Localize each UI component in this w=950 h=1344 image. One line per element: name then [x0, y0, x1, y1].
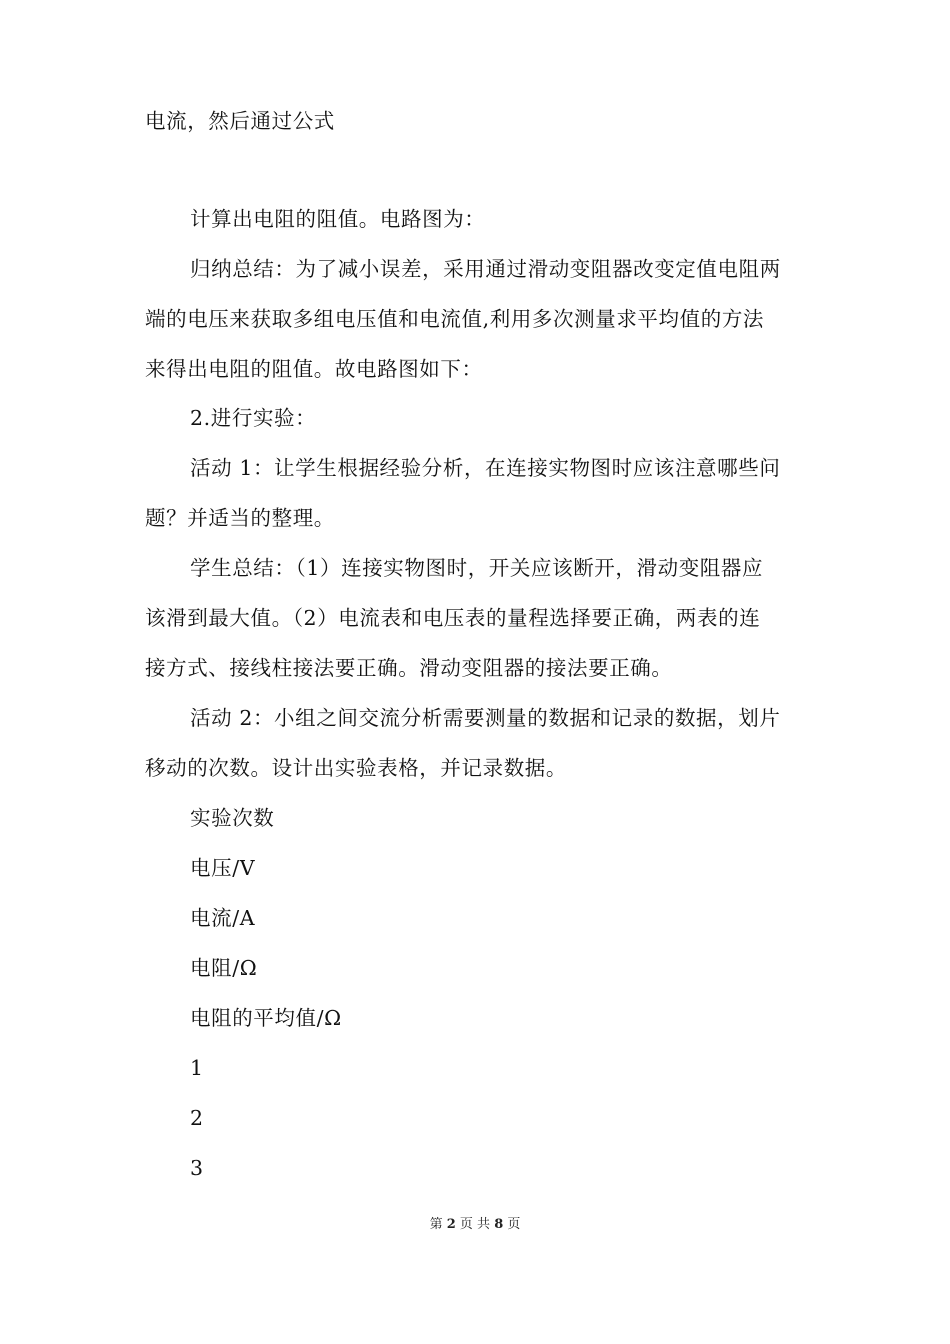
text-line: 电流，然后通过公式	[145, 109, 335, 133]
page-footer	[0, 1216, 950, 1234]
footer-suffix: 页	[507, 1217, 521, 1232]
table-header-cell: 实验次数	[190, 806, 275, 830]
table-header-cell: 电压/V	[190, 856, 256, 880]
text-line: 端的电压来获取多组电压值和电流值,利用多次测量求平均值的方法	[145, 307, 765, 331]
text-line: 该滑到最大值。（2）电流表和电压表的量程选择要正确，两表的连	[145, 606, 761, 630]
table-row-number: 3	[190, 1156, 204, 1180]
text-line: 接方式、接线柱接法要正确。滑动变阻器的接法要正确。	[145, 656, 673, 680]
text-line: 题？并适当的整理。	[145, 506, 335, 530]
section-heading: 2.进行实验：	[190, 406, 317, 430]
table-header-cell: 电流/A	[190, 906, 256, 930]
table-row-number: 2	[190, 1106, 204, 1130]
text-line: 活动 1：让学生根据经验分析，在连接实物图时应该注意哪些问	[190, 456, 781, 480]
text-line: 计算出电阻的阻值。电路图为：	[190, 207, 486, 231]
current-page-number: 2	[446, 1217, 456, 1232]
text-line: 学生总结：（1）连接实物图时，开关应该断开，滑动变阻器应	[190, 556, 764, 580]
text-line: 活动 2：小组之间交流分析需要测量的数据和记录的数据，划片	[190, 706, 781, 730]
footer-middle: 页 共	[459, 1217, 491, 1232]
footer-prefix: 第	[429, 1217, 443, 1232]
text-line: 来得出电阻的阻值。故电路图如下：	[145, 357, 483, 381]
table-header-cell: 电阻的平均值/Ω	[190, 1006, 342, 1030]
table-row-number: 1	[190, 1056, 204, 1080]
text-line: 归纳总结：为了减小误差，采用通过滑动变阻器改变定值电阻两	[190, 257, 781, 281]
total-page-count: 8	[494, 1217, 504, 1232]
text-line: 移动的次数。设计出实验表格，并记录数据。	[145, 756, 567, 780]
table-header-cell: 电阻/Ω	[190, 956, 258, 980]
